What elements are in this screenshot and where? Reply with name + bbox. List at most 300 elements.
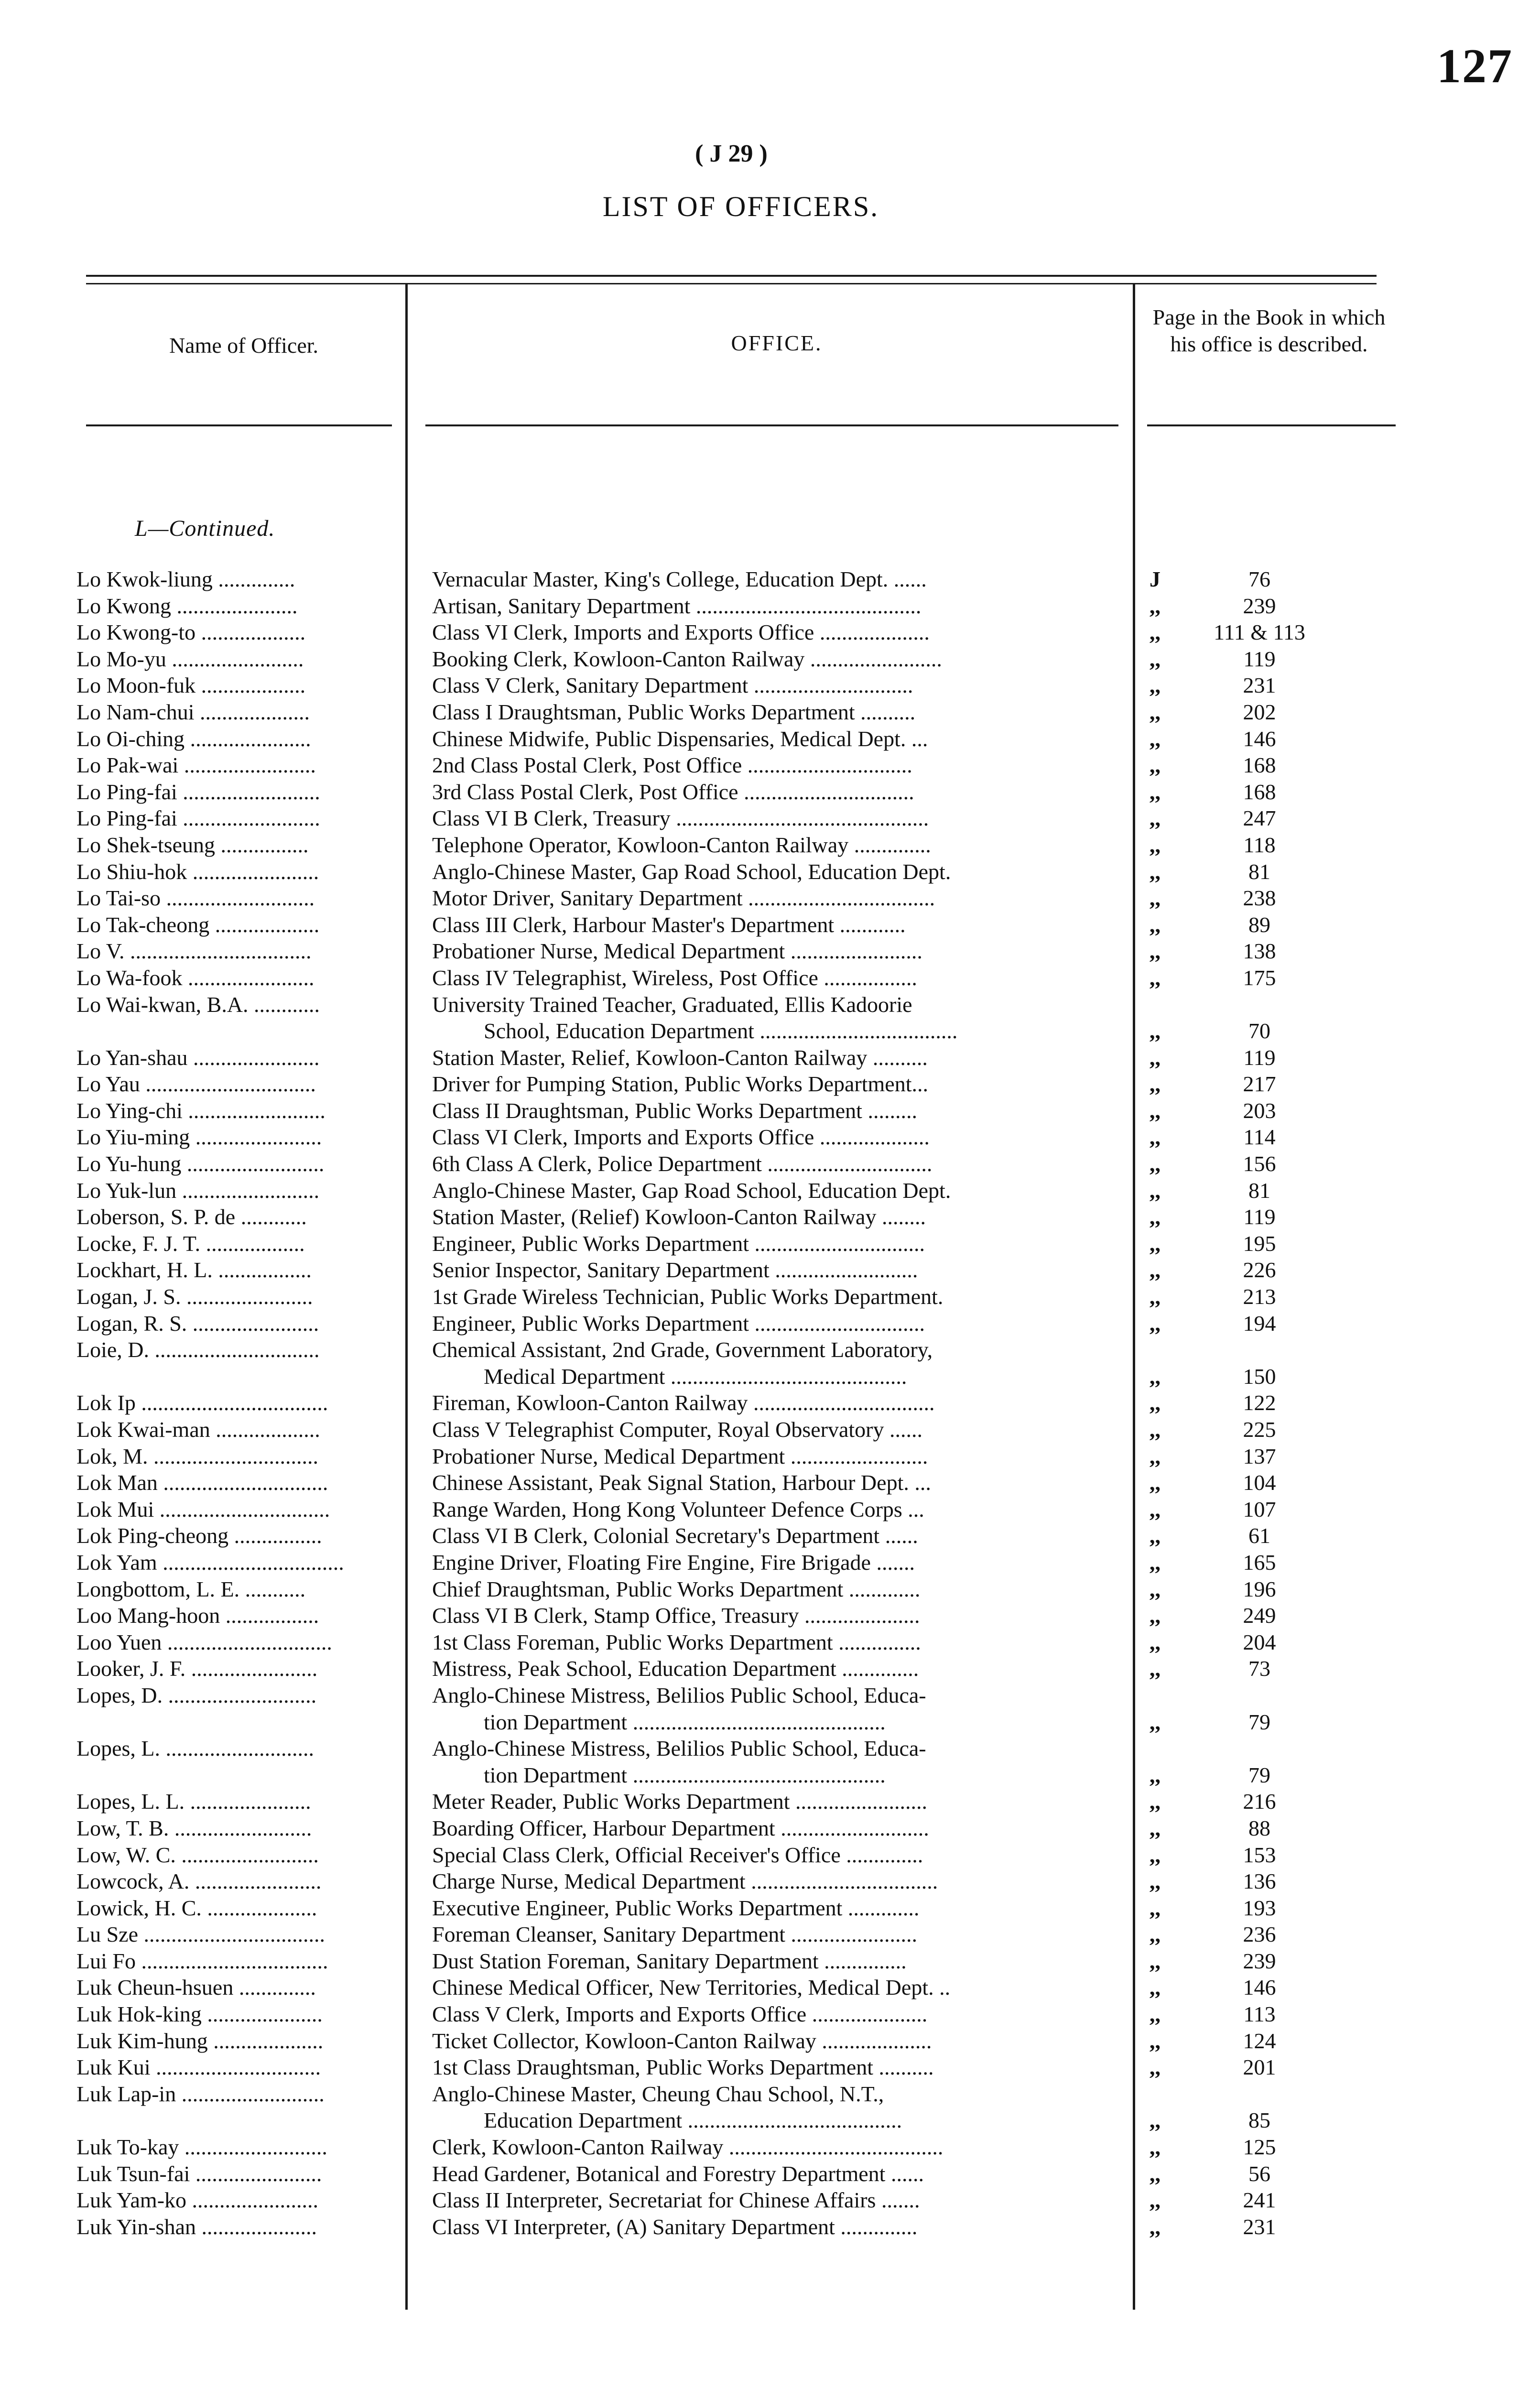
officer-row (0, 1390, 1540, 1416)
officer-office (432, 885, 1116, 912)
office-line: Class III Clerk, Harbour Master's Department ............ (432, 912, 906, 937)
officer-row (0, 1336, 1540, 1390)
officer-row (0, 646, 1540, 673)
page-reference: 73 (1248, 1656, 1270, 1681)
office-line: Class I Draughtsman, Public Works Department .......... (432, 699, 916, 724)
officer-row (0, 1842, 1540, 1869)
officer-row (0, 1549, 1540, 1576)
book-mark: ,, (1150, 1922, 1160, 1947)
page-reference: 249 (1243, 1603, 1276, 1628)
office-line: Class II Interpreter, Secretariat for Chinese Affairs ....... (432, 2188, 920, 2213)
officer-row (0, 1655, 1540, 1682)
officer-name: Luk Kim-hung .................... (76, 2028, 324, 2053)
office-line: Anglo-Chinese Master, Gap Road School, Education Dept. (432, 1178, 951, 1203)
book-mark: ,, (1150, 1231, 1160, 1256)
officer-row (0, 1974, 1540, 2001)
book-mark: ,, (1150, 1258, 1160, 1282)
officer-office (432, 1257, 1116, 1283)
officer-name: Lo Kwong ...................... (76, 593, 298, 618)
officer-row (0, 1895, 1540, 1922)
officer-row (0, 1310, 1540, 1337)
page-reference: 203 (1243, 1098, 1276, 1123)
book-mark: ,, (1150, 1125, 1160, 1150)
page-reference: 201 (1243, 2055, 1276, 2080)
book-mark: ,, (1150, 1762, 1160, 1787)
header-rule-name (86, 424, 392, 426)
page-reference: 231 (1243, 2214, 1276, 2239)
office-continuation: tion Department .............................................. (484, 1762, 886, 1787)
page-reference: 241 (1243, 2188, 1276, 2213)
book-mark: ,, (1150, 593, 1160, 618)
office-continuation: Medical Department ........................................... (484, 1364, 907, 1389)
officer-office (432, 1151, 1116, 1177)
officer-row (0, 699, 1540, 726)
officer-name: Lok Kwai-man ................... (76, 1417, 320, 1442)
section-label: L—Continued. (135, 516, 275, 541)
office-line: Boarding Officer, Harbour Department ........................... (432, 1815, 929, 1840)
officer-name: Lui Fo .................................. (76, 1948, 328, 1973)
office-line: University Trained Teacher, Graduated, Ellis Kadoorie (432, 992, 912, 1017)
officer-office (432, 1204, 1116, 1230)
officer-row (0, 2214, 1540, 2240)
officer-row (0, 912, 1540, 938)
office-line: Executive Engineer, Public Works Department ............. (432, 1895, 920, 1920)
officer-name: Loo Yuen .............................. (76, 1630, 332, 1654)
officer-name: Loberson, S. P. de ............ (76, 1205, 307, 1229)
officer-name: Loie, D. .............................. (76, 1337, 320, 1362)
officer-row (0, 938, 1540, 965)
page-reference: 137 (1243, 1444, 1276, 1468)
officer-office (432, 1044, 1116, 1071)
office-line: Chinese Medical Officer, New Territories, Medical Dept. .. (432, 1975, 951, 2000)
office-line: Class VI Clerk, Imports and Exports Office .................... (432, 620, 930, 645)
book-mark: ,, (1150, 620, 1160, 645)
book-mark: ,, (1150, 1815, 1160, 1840)
officer-office (432, 1496, 1116, 1523)
officer-name: Lo Oi-ching ...................... (76, 726, 311, 751)
office-line: Fireman, Kowloon-Canton Railway ................................. (432, 1391, 935, 1415)
officer-row (0, 566, 1540, 593)
officer-name: Lo Shiu-hok ....................... (76, 859, 319, 884)
page-reference: 70 (1248, 1019, 1270, 1043)
column-header-page: Page in the Book in which his office is described. (1152, 305, 1386, 356)
book-mark: ,, (1150, 1045, 1160, 1070)
page-reference: 168 (1243, 753, 1276, 778)
officer-office (432, 593, 1116, 619)
office-line: 6th Class A Clerk, Police Department .............................. (432, 1152, 933, 1176)
officer-row (0, 1496, 1540, 1523)
office-line: Class II Draughtsman, Public Works Department ......... (432, 1098, 917, 1123)
page-reference: 122 (1243, 1391, 1276, 1415)
officer-office (432, 2134, 1116, 2161)
officer-name: Luk Kui .............................. (76, 2055, 321, 2080)
office-line: Motor Driver, Sanitary Department .................................. (432, 886, 935, 911)
officer-name: Luk Cheun-hsuen .............. (76, 1975, 316, 2000)
officer-office (432, 1469, 1116, 1496)
column-header-office: OFFICE. (731, 331, 823, 355)
officer-name: Lo Yuk-lun ......................... (76, 1178, 320, 1203)
office-line: Senior Inspector, Sanitary Department .......................... (432, 1258, 918, 1282)
office-line: Anglo-Chinese Master, Gap Road School, Education Dept. (432, 859, 951, 884)
officer-office (432, 858, 1116, 885)
officer-row (0, 1576, 1540, 1603)
office-line: Anglo-Chinese Master, Cheung Chau School, N.T., (432, 2081, 884, 2106)
officer-row (0, 2187, 1540, 2214)
book-mark: ,, (1150, 1284, 1160, 1309)
officer-row (0, 1443, 1540, 1470)
book-mark: ,, (1150, 1975, 1160, 2000)
page-title: LIST OF OFFICERS. (602, 191, 879, 222)
officer-row (0, 885, 1540, 912)
book-mark: ,, (1150, 1098, 1160, 1123)
office-line: Mistress, Peak School, Education Department .............. (432, 1656, 919, 1681)
officer-name: Loo Mang-hoon ................. (76, 1603, 319, 1628)
officer-office (432, 1230, 1116, 1257)
book-mark: ,, (1150, 753, 1160, 778)
office-line: Special Class Clerk, Official Receiver's Office .............. (432, 1842, 923, 1867)
page-reference: 114 (1243, 1125, 1276, 1150)
book-mark: ,, (1150, 2214, 1160, 2239)
office-line: Class VI B Clerk, Stamp Office, Treasury ..................... (432, 1603, 920, 1628)
office-line: Dust Station Foreman, Sanitary Department ............... (432, 1948, 907, 1973)
page-reference: 56 (1248, 2161, 1270, 2186)
book-mark: ,, (1150, 1178, 1160, 1203)
header-rule-page (1147, 424, 1396, 426)
office-line: Class V Clerk, Imports and Exports Office ..................... (432, 2002, 928, 2027)
office-line: Class VI B Clerk, Colonial Secretary's Department ...... (432, 1523, 918, 1548)
officer-name: Lo Yiu-ming ....................... (76, 1125, 322, 1150)
officer-office (432, 1522, 1116, 1549)
book-mark: ,, (1150, 1497, 1160, 1521)
page-reference: 125 (1243, 2135, 1276, 2160)
office-line: Chief Draughtsman, Public Works Department ............. (432, 1576, 921, 1601)
page-reference: 79 (1248, 1709, 1270, 1734)
officer-row (0, 1257, 1540, 1283)
page-reference: 85 (1248, 2108, 1270, 2133)
page-reference: 81 (1248, 1178, 1270, 1203)
officer-row (0, 1815, 1540, 1842)
officer-row (0, 672, 1540, 699)
officer-row (0, 1682, 1540, 1735)
officer-name: Luk To-kay .......................... (76, 2135, 327, 2160)
officer-name: Lockhart, H. L. ................. (76, 1258, 312, 1282)
officer-name: Lo Ping-fai ......................... (76, 806, 320, 831)
officer-name: Lo Shek-tseung ................ (76, 832, 309, 857)
officer-name: Luk Yin-shan ..................... (76, 2214, 317, 2239)
page-reference: 195 (1243, 1231, 1276, 1256)
officer-office (432, 1921, 1116, 1948)
book-mark: ,, (1150, 1603, 1160, 1628)
officer-office (432, 566, 1116, 593)
officer-row (0, 726, 1540, 752)
office-line: Range Warden, Hong Kong Volunteer Defence Corps ... (432, 1497, 924, 1521)
officer-office (432, 1735, 1116, 1788)
officer-row (0, 1230, 1540, 1257)
officer-row (0, 1124, 1540, 1151)
officer-row (0, 1044, 1540, 1071)
officer-name: Lopes, D. ........................... (76, 1683, 317, 1707)
officer-row (0, 991, 1540, 1044)
office-line: Foreman Cleanser, Sanitary Department ....................... (432, 1922, 918, 1947)
office-line: Probationer Nurse, Medical Department ......................... (432, 1444, 928, 1468)
officer-name: Lo Wai-kwan, B.A. ............ (76, 992, 320, 1017)
officer-office (432, 1097, 1116, 1124)
office-line: 3rd Class Postal Clerk, Post Office ............................... (432, 779, 914, 804)
officer-name: Logan, R. S. ....................... (76, 1311, 319, 1336)
office-line: Engineer, Public Works Department ............................... (432, 1231, 925, 1256)
book-mark: ,, (1150, 673, 1160, 698)
office-line: Engineer, Public Works Department ............................... (432, 1311, 925, 1336)
officer-row (0, 1788, 1540, 1815)
office-line: Chinese Midwife, Public Dispensaries, Medical Dept. ... (432, 726, 928, 751)
page-reference: 213 (1243, 1284, 1276, 1309)
page-reference: 146 (1243, 726, 1276, 751)
page-reference: 113 (1243, 2002, 1276, 2027)
officer-office (432, 1842, 1116, 1869)
page-reference: 107 (1243, 1497, 1276, 1521)
officer-row (0, 619, 1540, 646)
page-reference: 119 (1243, 1205, 1276, 1229)
book-mark: ,, (1150, 1391, 1160, 1415)
book-mark: ,, (1150, 2108, 1160, 2133)
officer-name: Luk Tsun-fai ....................... (76, 2161, 322, 2186)
book-mark: ,, (1150, 726, 1160, 751)
book-mark: ,, (1150, 1417, 1160, 1442)
officer-office (432, 2054, 1116, 2081)
page-reference: 175 (1243, 965, 1276, 990)
office-line: Class IV Telegraphist, Wireless, Post Office ................. (432, 965, 917, 990)
office-line: 1st Class Foreman, Public Works Department ............... (432, 1630, 921, 1654)
officer-name: Lo V. ................................. (76, 939, 312, 964)
officer-row (0, 1948, 1540, 1975)
office-continuation: School, Education Department .................................... (484, 1019, 958, 1043)
officer-name: Logan, J. S. ....................... (76, 1284, 313, 1309)
office-line: Meter Reader, Public Works Department ........................ (432, 1789, 928, 1814)
header-rule-office (425, 424, 1118, 426)
page-reference: 226 (1243, 1258, 1276, 1282)
book-mark: ,, (1150, 886, 1160, 911)
officer-office (432, 912, 1116, 938)
officer-name: Lowcock, A. ....................... (76, 1869, 322, 1894)
officer-row (0, 1097, 1540, 1124)
officer-office (432, 1416, 1116, 1443)
book-mark: ,, (1150, 779, 1160, 804)
officer-row (0, 779, 1540, 805)
page-number: 127 (1437, 39, 1513, 93)
officer-office (432, 2028, 1116, 2054)
top-rule-right (86, 283, 1377, 284)
officer-name: Lo Kwok-liung .............. (76, 567, 295, 591)
officer-name: Lopes, L. L. ...................... (76, 1789, 311, 1814)
officer-office (432, 805, 1116, 832)
officer-office (432, 1124, 1116, 1151)
officer-office (432, 779, 1116, 805)
officer-row (0, 1522, 1540, 1549)
officer-office (432, 1071, 1116, 1097)
page-reference: 225 (1243, 1417, 1276, 1442)
book-mark: ,, (1150, 806, 1160, 831)
officer-row (0, 832, 1540, 858)
office-continuation: tion Department .............................................. (484, 1709, 886, 1734)
book-mark: ,, (1150, 939, 1160, 964)
officer-office (432, 1602, 1116, 1629)
page-reference: 247 (1243, 806, 1276, 831)
page-reference: 146 (1243, 1975, 1276, 2000)
office-line: Class V Telegraphist Computer, Royal Observatory ...... (432, 1417, 922, 1442)
officer-office (432, 1948, 1116, 1975)
book-mark: ,, (1150, 832, 1160, 857)
officer-office (432, 1815, 1116, 1842)
office-line: Vernacular Master, King's College, Education Dept. ...... (432, 567, 927, 591)
book-mark: ,, (1150, 1630, 1160, 1654)
book-mark: ,, (1150, 2002, 1160, 2027)
officer-row (0, 1469, 1540, 1496)
page-reference: 153 (1243, 1842, 1276, 1867)
officer-office (432, 2214, 1116, 2240)
book-mark: ,, (1150, 1019, 1160, 1043)
page-reference: 216 (1243, 1789, 1276, 1814)
book-mark: ,, (1150, 859, 1160, 884)
book-mark: ,, (1150, 1550, 1160, 1575)
office-line: Driver for Pumping Station, Public Works Department... (432, 1072, 928, 1097)
officer-office (432, 1177, 1116, 1204)
officer-name: Lok Yam ................................. (76, 1550, 344, 1575)
book-mark: ,, (1150, 2055, 1160, 2080)
page-reference: 150 (1243, 1364, 1276, 1389)
officer-row (0, 2028, 1540, 2054)
officer-office (432, 1390, 1116, 1416)
office-line: Class V Clerk, Sanitary Department ............................. (432, 673, 913, 698)
officer-row (0, 2001, 1540, 2028)
officer-office (432, 2187, 1116, 2214)
officer-name: Lok, M. .............................. (76, 1444, 318, 1468)
officer-office (432, 1443, 1116, 1470)
officer-row (0, 593, 1540, 619)
office-line: Station Master, Relief, Kowloon-Canton Railway .......... (432, 1045, 928, 1070)
office-line: Chinese Assistant, Peak Signal Station, Harbour Dept. ... (432, 1470, 931, 1495)
officer-row (0, 2054, 1540, 2081)
page-reference: 119 (1243, 646, 1276, 671)
book-mark: ,, (1150, 1842, 1160, 1867)
officer-row (0, 1416, 1540, 1443)
book-mark: ,, (1150, 1869, 1160, 1894)
page-reference: 88 (1248, 1815, 1270, 1840)
officer-name: Lok Man .............................. (76, 1470, 328, 1495)
book-mark: ,, (1150, 2135, 1160, 2160)
page-reference: 193 (1243, 1895, 1276, 1920)
officer-office (432, 1336, 1116, 1390)
office-line: Clerk, Kowloon-Canton Railway ....................................... (432, 2135, 944, 2160)
officer-row (0, 2081, 1540, 2134)
officer-office (432, 752, 1116, 779)
officer-row (0, 1177, 1540, 1204)
officer-office (432, 991, 1116, 1044)
office-line: Class VI Clerk, Imports and Exports Office .................... (432, 1125, 930, 1150)
officer-office (432, 832, 1116, 858)
page-reference: 138 (1243, 939, 1276, 964)
officer-row (0, 805, 1540, 832)
officer-office (432, 2081, 1116, 2134)
book-mark: J (1150, 567, 1160, 591)
officer-row (0, 1629, 1540, 1656)
officer-row (0, 1868, 1540, 1895)
office-line: Probationer Nurse, Medical Department ........................ (432, 939, 922, 964)
page-reference: 124 (1243, 2028, 1276, 2053)
officer-office (432, 1310, 1116, 1337)
officer-name: Lo Yan-shau ....................... (76, 1045, 320, 1070)
office-line: Class VI Interpreter, (A) Sanitary Department .............. (432, 2214, 918, 2239)
book-mark: ,, (1150, 1948, 1160, 1973)
officer-office (432, 672, 1116, 699)
officer-row (0, 1204, 1540, 1230)
book-mark: ,, (1150, 1364, 1160, 1389)
officer-office (432, 965, 1116, 991)
officer-row (0, 1735, 1540, 1788)
page-reference: 202 (1243, 699, 1276, 724)
officer-office (432, 1868, 1116, 1895)
page-reference: 238 (1243, 886, 1276, 911)
book-mark: ,, (1150, 2028, 1160, 2053)
officer-office (432, 2161, 1116, 2187)
page-reference: 104 (1243, 1470, 1276, 1495)
officer-name: Lo Yu-hung ......................... (76, 1152, 325, 1176)
officer-row (0, 965, 1540, 991)
officer-name: Lopes, L. ........................... (76, 1736, 315, 1761)
officer-office (432, 1974, 1116, 2001)
top-rule-left (86, 275, 1377, 277)
office-continuation: Education Department ....................................... (484, 2108, 902, 2133)
officer-name: Lo Mo-yu ........................ (76, 646, 304, 671)
officer-row (0, 752, 1540, 779)
page-reference: 204 (1243, 1630, 1276, 1654)
officer-office (432, 1549, 1116, 1576)
officer-office (432, 646, 1116, 673)
office-line: 1st Grade Wireless Technician, Public Works Department. (432, 1284, 944, 1309)
book-mark: ,, (1150, 2161, 1160, 2186)
office-line: 2nd Class Postal Clerk, Post Office .............................. (432, 753, 912, 778)
book-mark: ,, (1150, 1576, 1160, 1601)
officer-name: Luk Yam-ko ....................... (76, 2188, 319, 2213)
page-reference: 136 (1243, 1869, 1276, 1894)
officer-name: Lok Mui ............................... (76, 1497, 330, 1521)
officer-name: Lo Moon-fuk ................... (76, 673, 306, 698)
officer-name: Lowick, H. C. .................... (76, 1895, 317, 1920)
officer-office (432, 699, 1116, 726)
page-reference: 81 (1248, 859, 1270, 884)
page-reference: 231 (1243, 673, 1276, 698)
officer-office (432, 1655, 1116, 1682)
office-line: 1st Class Draughtsman, Public Works Department .......... (432, 2055, 934, 2080)
officer-name: Lok Ping-cheong ................ (76, 1523, 322, 1548)
office-line: Anglo-Chinese Mistress, Belilios Public School, Educa- (432, 1683, 926, 1707)
section-code: ( J 29 ) (695, 140, 768, 167)
officer-office (432, 1682, 1116, 1735)
officer-name: Lo Tak-cheong ................... (76, 912, 320, 937)
officer-name: Lo Nam-chui .................... (76, 699, 310, 724)
officer-row (0, 1071, 1540, 1097)
officer-office (432, 1629, 1116, 1656)
officer-row (0, 1921, 1540, 1948)
officer-name: Lo Wa-fook ....................... (76, 965, 315, 990)
officer-office (432, 1576, 1116, 1603)
officer-row (0, 858, 1540, 885)
page-reference: 79 (1248, 1762, 1270, 1787)
office-line: Booking Clerk, Kowloon-Canton Railway ........................ (432, 646, 942, 671)
page-reference: 196 (1243, 1576, 1276, 1601)
page-reference: 61 (1248, 1523, 1270, 1548)
officer-name: Lo Pak-wai ........................ (76, 753, 316, 778)
page-reference: 236 (1243, 1922, 1276, 1947)
